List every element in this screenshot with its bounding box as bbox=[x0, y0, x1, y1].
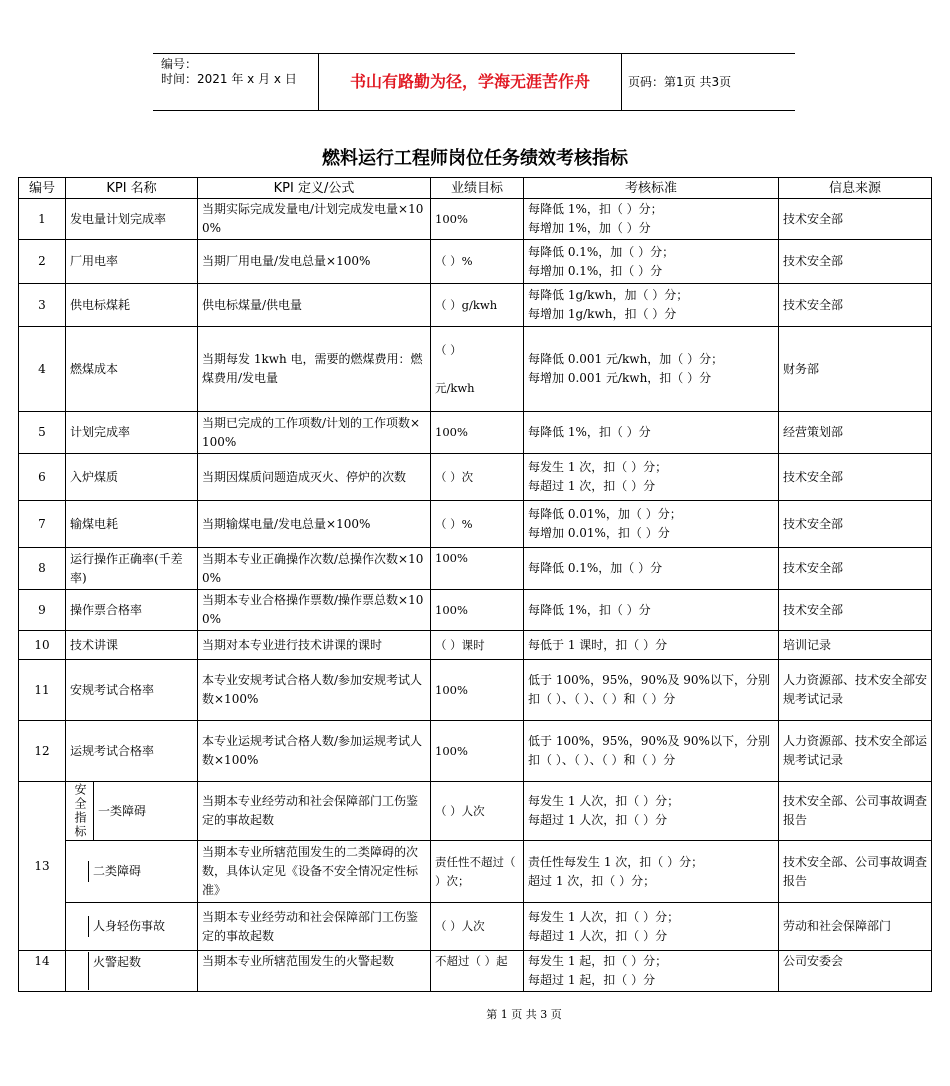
row-number: 10 bbox=[19, 631, 66, 660]
kpi-definition: 当期本专业所辖范围发生的火警起数 bbox=[198, 951, 431, 992]
row-number: 11 bbox=[19, 660, 66, 721]
safety-group-continuation bbox=[66, 861, 89, 882]
safety-name-cell bbox=[66, 903, 198, 951]
kpi-definition: 当期每发 1kwh 电，需要的燃煤费用：燃煤费用/发电量 bbox=[198, 327, 431, 412]
kpi-name: 供电标煤耗 bbox=[66, 284, 198, 327]
table-header-row bbox=[19, 178, 932, 199]
row-number: 7 bbox=[19, 501, 66, 548]
kpi-source: 公司安委会 bbox=[779, 951, 932, 992]
kpi-definition: 当期本专业合格操作票数/操作票总数×100% bbox=[198, 590, 431, 631]
kpi-source: 技术安全部 bbox=[779, 454, 932, 501]
kpi-target: 责任性不超过（ ）次； bbox=[431, 841, 524, 903]
col-header-criteria: 考核标准 bbox=[524, 178, 779, 199]
kpi-source: 技术安全部 bbox=[779, 501, 932, 548]
kpi-target: （ ）人次 bbox=[431, 903, 524, 951]
table-row bbox=[19, 548, 932, 590]
kpi-criteria: 每降低 0.1%，加（ ）分； 每增加 0.1%，扣（ ）分 bbox=[524, 240, 779, 284]
kpi-criteria: 每降低 1g/kwh，加（ ）分； 每增加 1g/kwh，扣（ ）分 bbox=[524, 284, 779, 327]
kpi-criteria: 每发生 1 起，扣（ ）分； 每超过 1 起，扣（ ）分 bbox=[524, 951, 779, 992]
kpi-criteria: 每降低 0.001 元/kwh，加（ ）分； 每增加 0.001 元/kwh，扣（ ）分 bbox=[524, 327, 779, 412]
kpi-name: 发电量计划完成率 bbox=[66, 199, 198, 240]
safety-group-continuation bbox=[66, 916, 89, 937]
kpi-table bbox=[18, 177, 932, 992]
table-row bbox=[19, 631, 932, 660]
kpi-source: 人力资源部、技术安全部运规考试记录 bbox=[779, 721, 932, 782]
row-number: 6 bbox=[19, 454, 66, 501]
table-row bbox=[19, 951, 932, 992]
kpi-name: 燃煤成本 bbox=[66, 327, 198, 412]
kpi-target: 100% bbox=[431, 412, 524, 454]
table-row bbox=[19, 284, 932, 327]
safety-group-label: 安全指标 bbox=[66, 782, 94, 840]
kpi-source: 技术安全部 bbox=[779, 284, 932, 327]
kpi-criteria: 每降低 1%，扣（ ）分； 每增加 1%，加（ ）分 bbox=[524, 199, 779, 240]
row-number: 9 bbox=[19, 590, 66, 631]
row-number: 5 bbox=[19, 412, 66, 454]
kpi-target: 100% bbox=[431, 199, 524, 240]
table-row bbox=[19, 412, 932, 454]
kpi-criteria: 责任性每发生 1 次，扣（ ）分； 超过 1 次，扣（ ）分； bbox=[524, 841, 779, 903]
kpi-source: 技术安全部 bbox=[779, 199, 932, 240]
kpi-name: 人身轻伤事故 bbox=[93, 919, 166, 933]
safety-group-continuation bbox=[66, 952, 89, 990]
row-number: 2 bbox=[19, 240, 66, 284]
kpi-definition: 当期实际完成发量电/计划完成发电量×100% bbox=[198, 199, 431, 240]
kpi-name: 运行操作正确率(千差率) bbox=[66, 548, 198, 590]
kpi-criteria: 每降低 1%，扣（ ）分 bbox=[524, 590, 779, 631]
safety-subtable bbox=[66, 782, 197, 840]
row-number: 13 bbox=[19, 782, 66, 951]
kpi-definition: 当期对本专业进行技术讲课的课时 bbox=[198, 631, 431, 660]
header-divider bbox=[621, 54, 622, 110]
kpi-name: 输煤电耗 bbox=[66, 501, 198, 548]
kpi-definition: 当期本专业经劳动和社会保障部门工伤鉴定的事故起数 bbox=[198, 903, 431, 951]
kpi-source: 技术安全部 bbox=[779, 590, 932, 631]
kpi-name: 入炉煤质 bbox=[66, 454, 198, 501]
col-header-target: 业绩目标 bbox=[431, 178, 524, 199]
kpi-definition: 当期本专业所辖范围发生的二类障碍的次数，具体认定见《设备不安全情况定性标准》 bbox=[198, 841, 431, 903]
kpi-target: 100% bbox=[431, 660, 524, 721]
kpi-criteria: 每发生 1 人次，扣（ ）分； 每超过 1 人次，扣（ ）分 bbox=[524, 782, 779, 841]
kpi-name: 技术讲课 bbox=[66, 631, 198, 660]
kpi-source: 技术安全部 bbox=[779, 240, 932, 284]
kpi-criteria: 每发生 1 人次，扣（ ）分； 每超过 1 人次，扣（ ）分 bbox=[524, 903, 779, 951]
kpi-criteria: 每降低 0.01%，加（ ）分； 每增加 0.01%，扣（ ）分 bbox=[524, 501, 779, 548]
table-row bbox=[19, 501, 932, 548]
kpi-name: 操作票合格率 bbox=[66, 590, 198, 631]
kpi-source: 经营策划部 bbox=[779, 412, 932, 454]
kpi-name: 一类障碍 bbox=[98, 803, 147, 818]
kpi-target: （ ）课时 bbox=[431, 631, 524, 660]
col-header-source: 信息来源 bbox=[779, 178, 932, 199]
kpi-definition: 当期输煤电量/发电总量×100% bbox=[198, 501, 431, 548]
kpi-definition: 本专业运规考试合格人数/参加运规考试人数×100% bbox=[198, 721, 431, 782]
kpi-name: 二类障碍 bbox=[93, 864, 142, 878]
kpi-name: 厂用电率 bbox=[66, 240, 198, 284]
kpi-criteria: 低于 100%，95%，90%及 90%以下，分别扣（ ）、（ ）、（ ）和（ ）分 bbox=[524, 660, 779, 721]
header-meta bbox=[161, 57, 311, 87]
table-row bbox=[19, 327, 932, 412]
kpi-source: 财务部 bbox=[779, 327, 932, 412]
kpi-target: 100% bbox=[431, 548, 524, 590]
kpi-definition: 本专业安规考试合格人数/参加安规考试人数×100% bbox=[198, 660, 431, 721]
kpi-target: （ ） 元/kwh bbox=[431, 327, 524, 412]
kpi-source: 技术安全部 bbox=[779, 548, 932, 590]
safety-name-cell bbox=[66, 782, 198, 841]
kpi-criteria: 每发生 1 次，扣（ ）分； 每超过 1 次，扣（ ）分 bbox=[524, 454, 779, 501]
row-number: 14 bbox=[19, 951, 66, 992]
kpi-source: 人力资源部、技术安全部安规考试记录 bbox=[779, 660, 932, 721]
kpi-source: 劳动和社会保障部门 bbox=[779, 903, 932, 951]
kpi-target: （ ）% bbox=[431, 240, 524, 284]
col-header-kpi-name: KPI 名称 bbox=[66, 178, 198, 199]
fire-name-cell bbox=[66, 951, 198, 992]
kpi-source: 培训记录 bbox=[779, 631, 932, 660]
kpi-name: 运规考试合格率 bbox=[66, 721, 198, 782]
table-row bbox=[19, 782, 932, 841]
kpi-definition: 当期厂用电量/发电总量×100% bbox=[198, 240, 431, 284]
table-row bbox=[19, 660, 932, 721]
row-number: 8 bbox=[19, 548, 66, 590]
table-row bbox=[19, 841, 932, 903]
kpi-definition: 当期本专业经劳动和社会保障部门工伤鉴定的事故起数 bbox=[198, 782, 431, 841]
table-row bbox=[19, 721, 932, 782]
document-title: 燃料运行工程师岗位任务绩效考核指标 bbox=[322, 148, 628, 169]
row-number: 12 bbox=[19, 721, 66, 782]
kpi-criteria: 每低于 1 课时，扣（ ）分 bbox=[524, 631, 779, 660]
table-row bbox=[19, 199, 932, 240]
kpi-criteria: 每降低 1%，扣（ ）分 bbox=[524, 412, 779, 454]
kpi-definition: 供电标煤量/供电量 bbox=[198, 284, 431, 327]
table-row bbox=[19, 240, 932, 284]
kpi-name: 火警起数 bbox=[93, 955, 142, 969]
col-header-definition: KPI 定义/公式 bbox=[198, 178, 431, 199]
header-motto: 书山有路勤为径，学海无涯苦作舟 bbox=[349, 72, 590, 91]
kpi-target: （ ）% bbox=[431, 501, 524, 548]
kpi-name: 计划完成率 bbox=[66, 412, 198, 454]
kpi-target: 100% bbox=[431, 590, 524, 631]
page-header bbox=[153, 53, 795, 111]
kpi-name: 安规考试合格率 bbox=[66, 660, 198, 721]
kpi-criteria: 低于 100%，95%，90%及 90%以下，分别扣（ ）、（ ）、（ ）和（ ）分 bbox=[524, 721, 779, 782]
page-indicator: 页码：第1页 共3页 bbox=[628, 75, 732, 89]
kpi-target: 100% bbox=[431, 721, 524, 782]
kpi-target: 不超过（ ）起 bbox=[431, 951, 524, 992]
row-number: 4 bbox=[19, 327, 66, 412]
kpi-source: 技术安全部、公司事故调查报告 bbox=[779, 782, 932, 841]
time-label: 时间：2021 年 x 月 x 日 bbox=[161, 72, 297, 86]
kpi-target: （ ）人次 bbox=[431, 782, 524, 841]
row-number: 1 bbox=[19, 199, 66, 240]
kpi-definition: 当期已完成的工作项数/计划的工作项数×100% bbox=[198, 412, 431, 454]
row-number: 3 bbox=[19, 284, 66, 327]
kpi-target: （ ）次 bbox=[431, 454, 524, 501]
kpi-target: （ ）g/kwh bbox=[431, 284, 524, 327]
kpi-definition: 当期本专业正确操作次数/总操作次数×100% bbox=[198, 548, 431, 590]
table-row bbox=[19, 903, 932, 951]
col-header-number: 编号 bbox=[19, 178, 66, 199]
kpi-criteria: 每降低 0.1%，加（ ）分 bbox=[524, 548, 779, 590]
table-row bbox=[19, 590, 932, 631]
page-footer: 第 1 页 共 3 页 bbox=[486, 1008, 562, 1021]
kpi-definition: 当期因煤质问题造成灭火、停炉的次数 bbox=[198, 454, 431, 501]
kpi-source: 技术安全部、公司事故调查报告 bbox=[779, 841, 932, 903]
number-label: 编号： bbox=[161, 57, 198, 71]
table-row bbox=[19, 454, 932, 501]
safety-name-cell bbox=[66, 841, 198, 903]
